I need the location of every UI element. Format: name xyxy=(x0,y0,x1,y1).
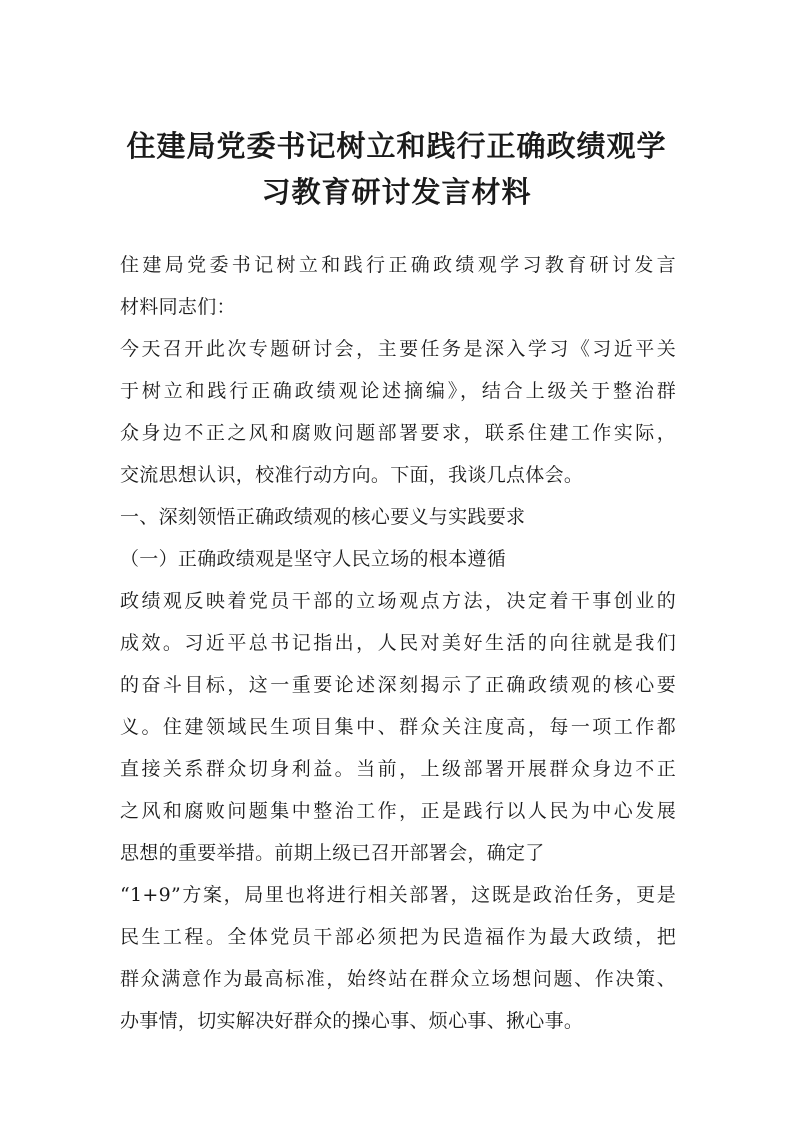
body-line: 材料同志们： xyxy=(120,296,236,318)
body-line: 民生工程。全体党员干部必须把为民造福作为最大政绩，把 xyxy=(120,926,676,948)
document-title-line-2: 习教育研讨发言材料 xyxy=(261,175,532,209)
body-line: 交流思想认识，校准行动方向。下面，我谈几点体会。 xyxy=(120,464,584,486)
body-line: 住建局党委书记树立和践行正确政绩观学习教育研讨发言 xyxy=(120,254,676,276)
body-line: 于树立和践行正确政绩观论述摘编》，结合上级关于整治群 xyxy=(120,380,676,402)
body-line: 众身边不正之风和腐败问题部署要求，联系住建工作实际， xyxy=(120,422,676,444)
document-body xyxy=(120,244,676,1042)
body-line: 思想的重要举措。前期上级已召开部署会，确定了 xyxy=(120,842,545,864)
body-line: 办事情，切实解决好群众的操心事、烦心事、揪心事。 xyxy=(120,1010,584,1032)
body-line: 直接关系群众切身利益。当前，上级部署开展群众身边不正 xyxy=(120,758,676,780)
body-line: 今天召开此次专题研讨会，主要任务是深入学习《习近平关 xyxy=(120,338,676,360)
body-line: 义。住建领域民生项目集中、群众关注度高，每一项工作都 xyxy=(120,716,676,738)
body-line: 成效。习近平总书记指出，人民对美好生活的向往就是我们 xyxy=(120,632,676,654)
body-line: 政绩观反映着党员干部的立场观点方法，决定着干事创业的 xyxy=(120,590,676,612)
body-line: “1+9”方案，局里也将进行相关部署，这既是政治任务，更是 xyxy=(120,884,676,906)
body-line: 群众满意作为最高标准，始终站在群众立场想问题、作决策、 xyxy=(120,968,676,990)
document-title-line-1: 住建局党委书记树立和践行正确政绩观学 xyxy=(126,129,667,163)
body-line: 之风和腐败问题集中整治工作，正是践行以人民为中心发展 xyxy=(120,800,676,822)
body-line: 的奋斗目标，这一重要论述深刻揭示了正确政绩观的核心要 xyxy=(120,674,676,696)
section-heading: 一、深刻领悟正确政绩观的核心要义与实践要求 xyxy=(120,506,526,528)
subsection-heading: （一）正确政绩观是坚守人民立场的根本遵循 xyxy=(120,548,507,570)
